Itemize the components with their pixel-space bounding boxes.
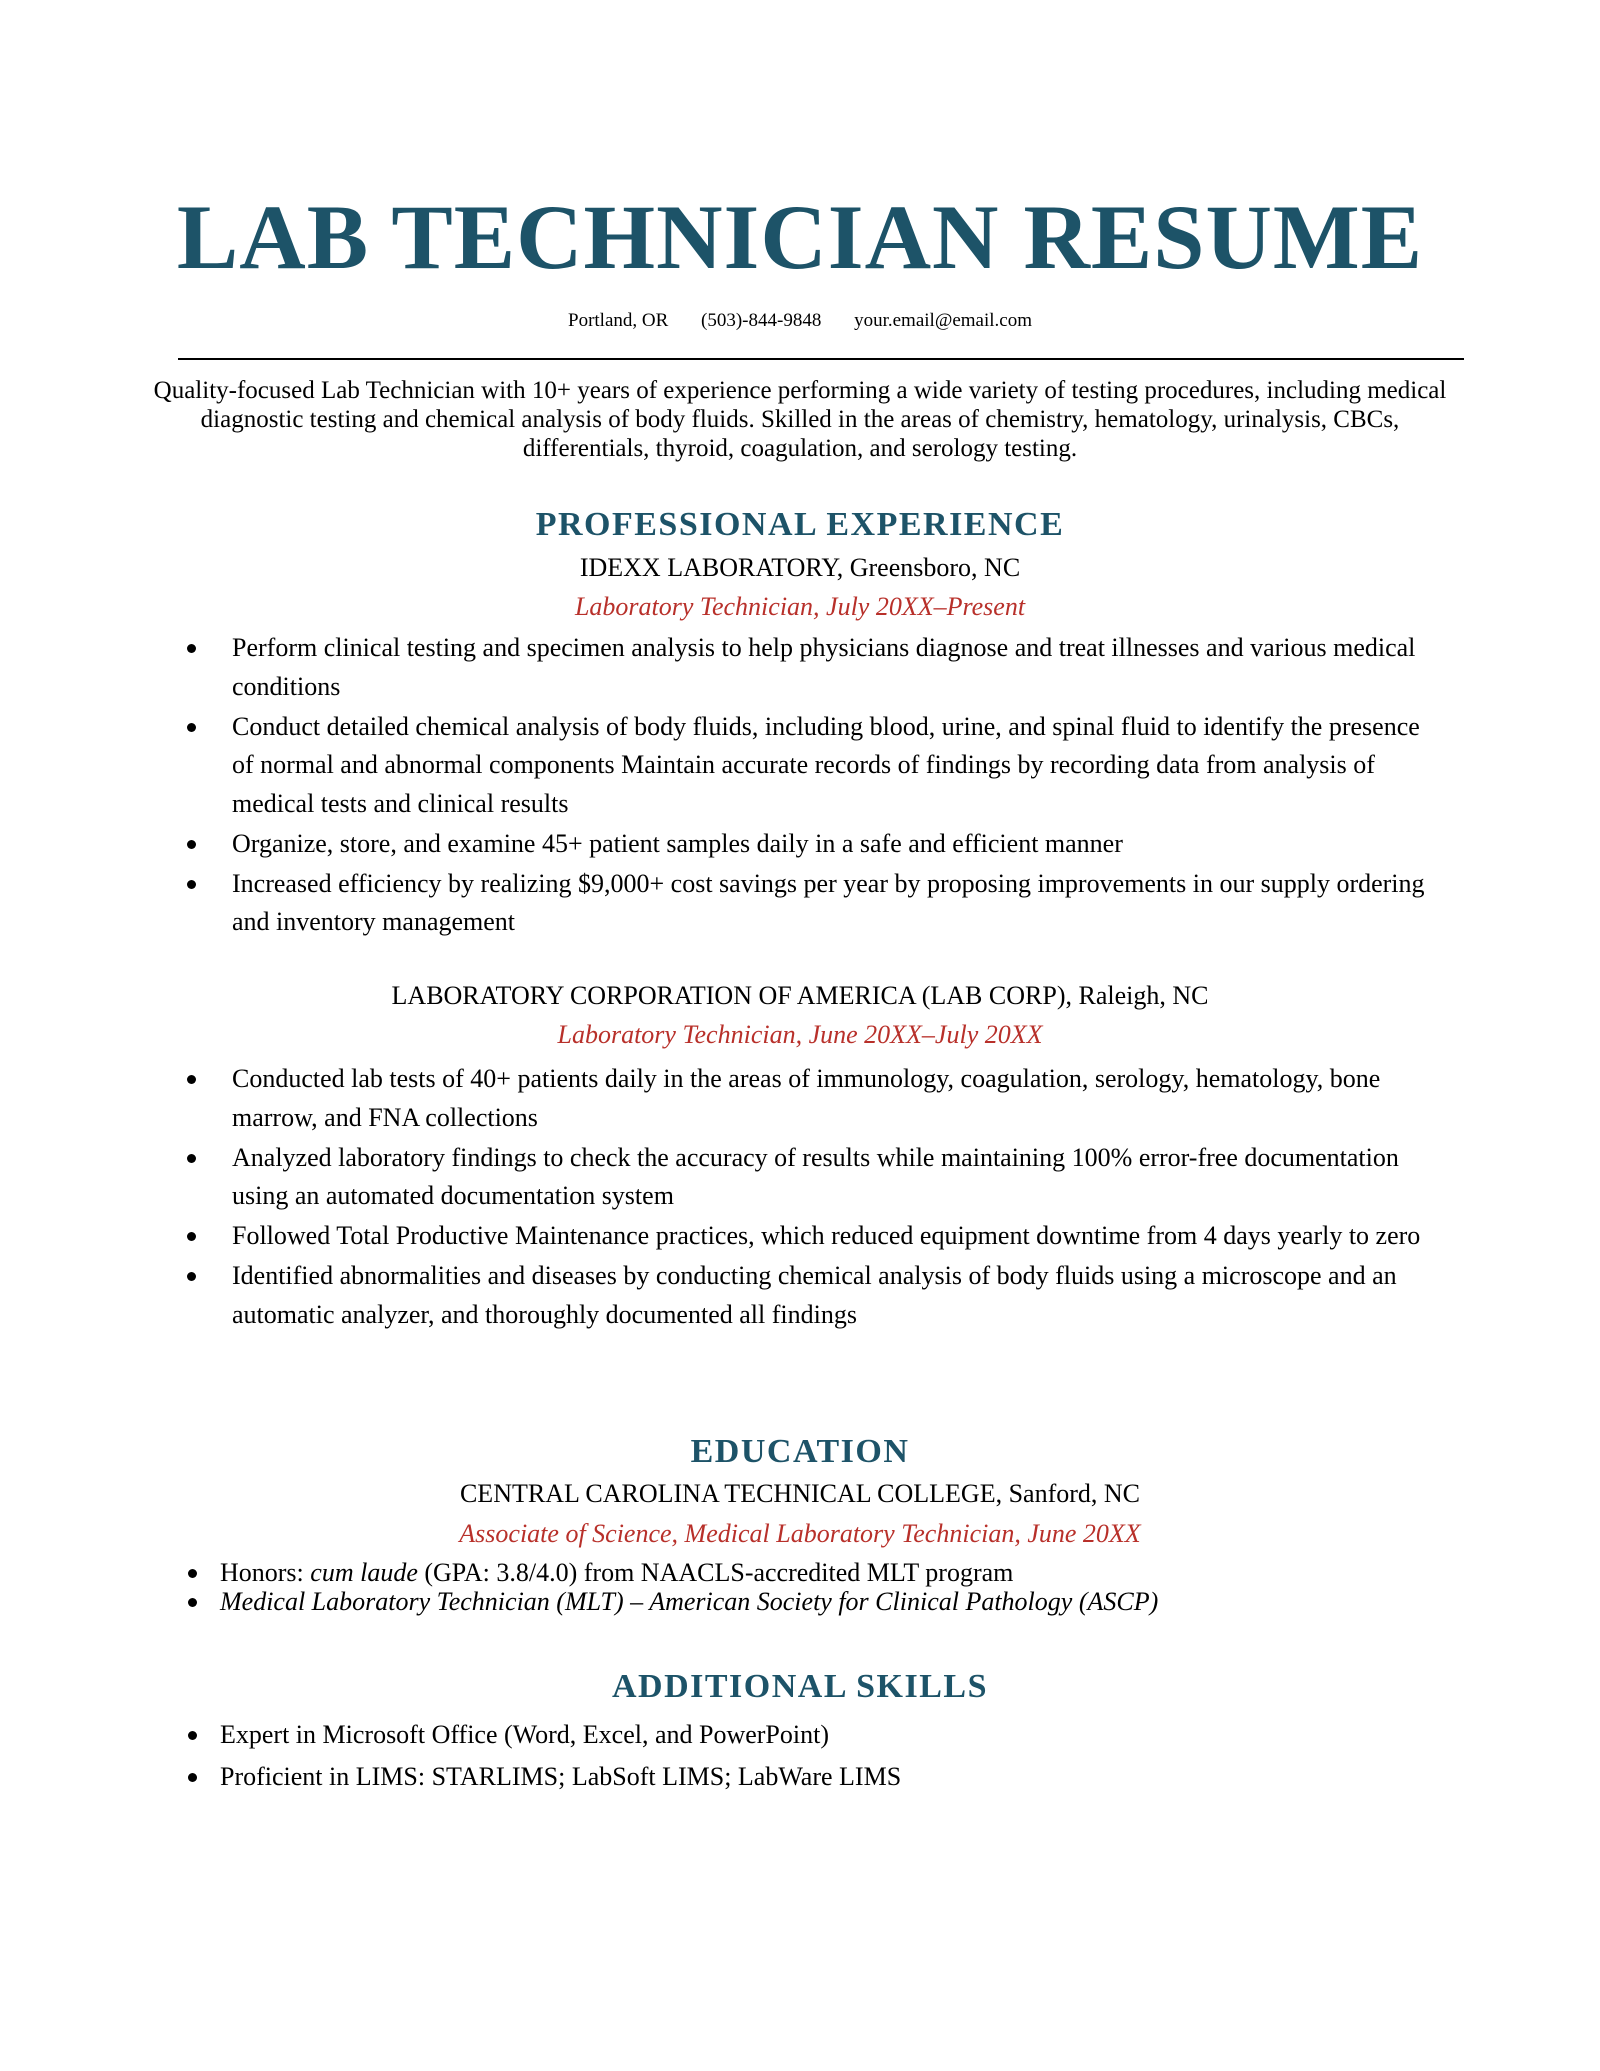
job-role: Laboratory Technician, July 20XX–Present [574, 592, 1026, 621]
summary-paragraph: Quality-focused Lab Technician with 10+ years of experience performing a wide variety of testing procedures, including medical diagnostic testing and chemical analysis of body fluids. Skilled in the areas of chemistry, hematology, urinalysis, CBCs, differentials, thyroid, coagulation, and serology testing. [153, 377, 1447, 462]
contact-phone: (503)-844-9848 [701, 310, 822, 331]
contact-line [0, 309, 1600, 333]
honors-suffix: (GPA: 3.8/4.0) from NAACLS-accredited MLT program [417, 1558, 1014, 1587]
experience-heading: PROFESSIONAL EXPERIENCE [535, 506, 1065, 543]
resume-title: LAB TECHNICIAN RESUME [176, 186, 1424, 288]
header-divider [178, 358, 1464, 360]
list-item: Organize, store, and examine 45+ patient samples daily in a safe and efficient manner [232, 825, 1442, 864]
list-item: Increased efficiency by realizing $9,000+ cost savings per year by proposing improvements in our supply ordering and inventory management [232, 865, 1442, 942]
list-item: Followed Total Productive Maintenance practices, which reduced equipment downtime from 4 days yearly to zero [232, 1217, 1442, 1256]
list-item: Analyzed laboratory findings to check the accuracy of results while maintaining 100% error-free documentation using an automated documentation system [232, 1139, 1442, 1216]
job-bullets [232, 629, 1442, 943]
honors-prefix: Honors: [220, 1558, 311, 1587]
skills-heading: ADDITIONAL SKILLS [611, 1668, 988, 1705]
list-item: Conducted lab tests of 40+ patients daily in the areas of immunology, coagulation, serology, hematology, bone marrow, and FNA collections [232, 1060, 1442, 1137]
list-item: Expert in Microsoft Office (Word, Excel, and PowerPoint) [220, 1714, 1440, 1756]
job-bullets [232, 1060, 1442, 1336]
school-name: CENTRAL CAROLINA TECHNICAL COLLEGE, Sanford, NC [459, 1479, 1141, 1508]
honors-emphasis: cum laude [310, 1558, 418, 1587]
certification-text: Medical Laboratory Technician (MLT) – American Society for Clinical Pathology (ASCP) [220, 1587, 1159, 1616]
degree: Associate of Science, Medical Laboratory Technician, June 20XX [459, 1519, 1141, 1548]
skills-bullets [220, 1714, 1440, 1798]
certification-item [220, 1587, 1440, 1616]
contact-email: your.email@email.com [854, 310, 1032, 331]
contact-location: Portland, OR [568, 310, 669, 331]
list-item: Identified abnormalities and diseases by conducting chemical analysis of body fluids using a microscope and an automatic analyzer, and thoroughly documented all findings [232, 1257, 1442, 1334]
honors-item [220, 1558, 1440, 1587]
education-bullets [220, 1558, 1440, 1616]
list-item: Perform clinical testing and specimen analysis to help physicians diagnose and treat illnesses and various medical conditions [232, 629, 1442, 706]
job-employer: IDEXX LABORATORY, Greensboro, NC [579, 553, 1021, 582]
job-role: Laboratory Technician, June 20XX–July 20XX [557, 1020, 1043, 1049]
list-item: Conduct detailed chemical analysis of body fluids, including blood, urine, and spinal fluid to identify the presence of normal and abnormal components Maintain accurate records of findings by recording data from analysis of medical tests and clinical results [232, 708, 1442, 824]
education-heading: EDUCATION [690, 1433, 910, 1470]
list-item: Proficient in LIMS: STARLIMS; LabSoft LIMS; LabWare LIMS [220, 1756, 1440, 1798]
job-employer: LABORATORY CORPORATION OF AMERICA (LAB CORP), Raleigh, NC [391, 981, 1209, 1010]
